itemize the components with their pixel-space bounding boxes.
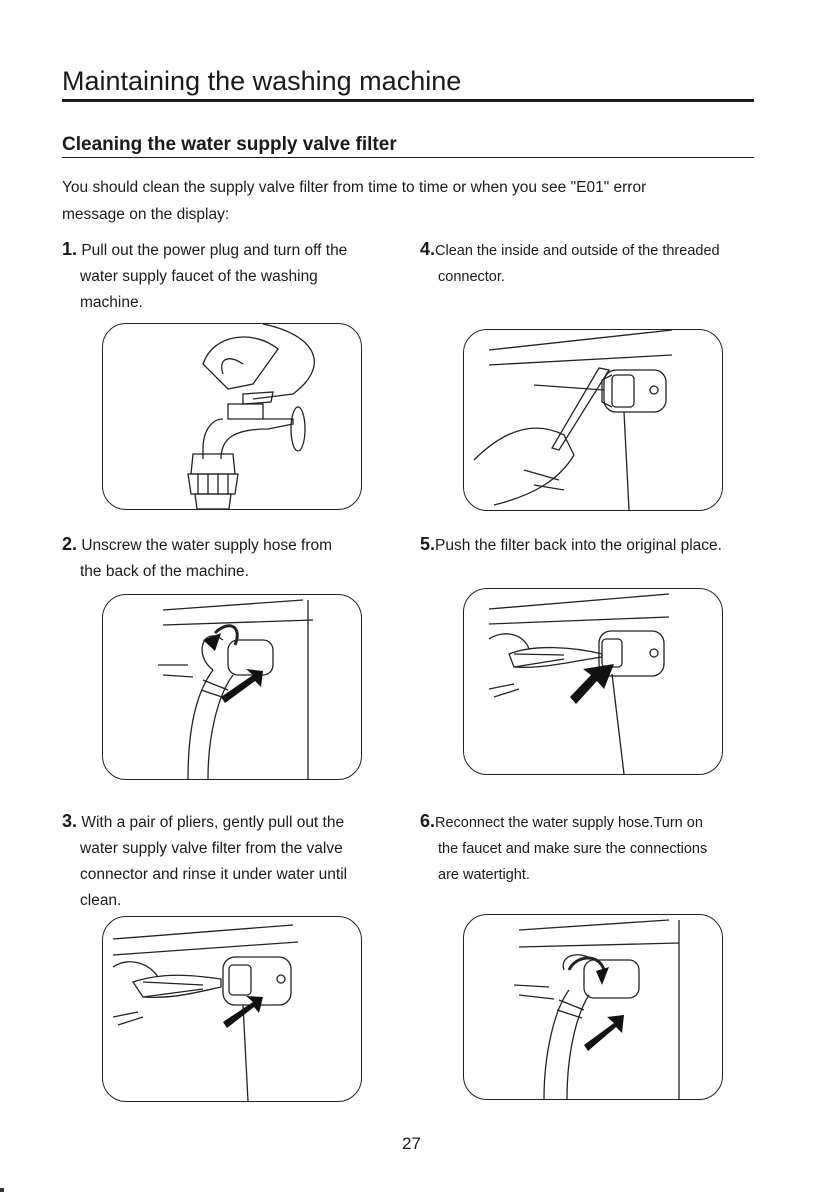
step-3: [62, 808, 412, 914]
section-rule: [62, 157, 754, 158]
step-2-line-1: Unscrew the water supply hose from: [77, 537, 333, 554]
intro-line-1: You should clean the supply valve filter from time to time or when you see "E01" error: [62, 179, 647, 196]
step-1-line-3: machine.: [80, 294, 143, 311]
step-6: [420, 808, 780, 888]
step-3-line-3: connector and rinse it under water until: [80, 866, 348, 883]
step-2-number: 2.: [62, 534, 78, 554]
brush-cleaning-illustration: [463, 329, 723, 511]
step-5-number: 5.: [420, 534, 436, 554]
step-6-line-2: the faucet and make sure the connections: [438, 841, 708, 857]
reconnect-hose-illustration: [463, 914, 723, 1100]
page-title: Maintaining the washing machine: [62, 66, 462, 96]
title-rule: [62, 99, 754, 102]
page-number: 27: [402, 1134, 421, 1153]
step-6-line-3: are watertight.: [438, 867, 530, 883]
faucet-illustration: [102, 323, 362, 510]
intro-text: [62, 174, 762, 228]
step-3-number: 3.: [62, 811, 78, 831]
section-title: Cleaning the water supply valve filter: [62, 134, 397, 155]
step-3-line-4: clean.: [80, 892, 122, 909]
step-1: [62, 236, 412, 316]
step-1-line-2: water supply faucet of the washing: [80, 268, 318, 285]
step-2-line-2: the back of the machine.: [80, 563, 249, 580]
step-4: [420, 236, 780, 290]
corner-mark: [0, 1188, 4, 1192]
pliers-pull-filter-illustration: [102, 916, 362, 1102]
unscrew-hose-illustration: [102, 594, 362, 780]
intro-line-2: message on the display:: [62, 206, 230, 223]
step-3-line-1: With a pair of pliers, gently pull out the: [77, 814, 345, 831]
step-1-number: 1.: [62, 239, 78, 259]
step-4-line-1: Clean the inside and outside of the threaded: [435, 243, 720, 259]
step-5-line-1: Push the filter back into the original place.: [435, 537, 722, 554]
step-2: [62, 531, 412, 585]
step-6-number: 6.: [420, 811, 436, 831]
step-6-line-1: Reconnect the water supply hose.Turn on: [435, 815, 703, 831]
push-filter-illustration: [463, 588, 723, 775]
step-3-line-2: water supply valve filter from the valve: [80, 840, 343, 857]
step-4-line-2: connector.: [438, 269, 505, 285]
step-1-line-1: Pull out the power plug and turn off the: [77, 242, 348, 259]
step-5: [420, 531, 800, 559]
step-4-number: 4.: [420, 239, 436, 259]
